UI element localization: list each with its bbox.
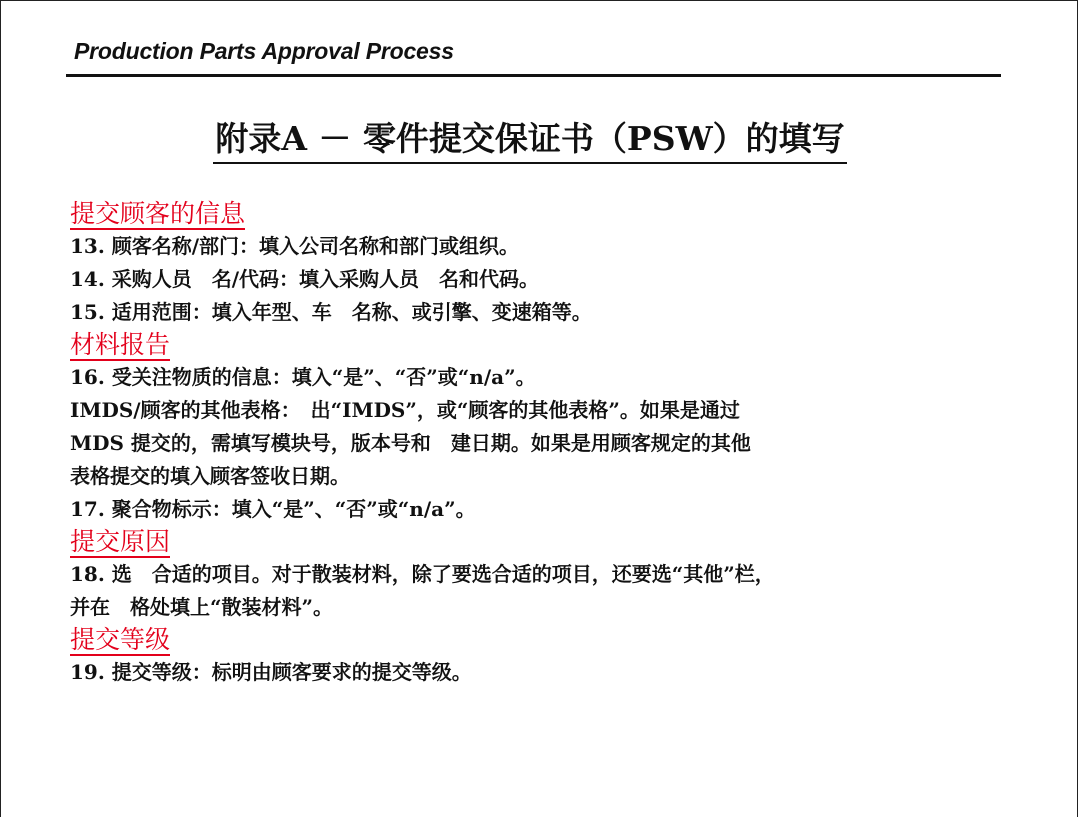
section-heading-customer-info: 提交顾客的信息	[70, 199, 246, 228]
item-19-submission-level: 19. 提交等级：标明由顾客要求的提交等级。	[70, 660, 472, 684]
section-heading-submission-reason: 提交原因	[70, 527, 171, 556]
item-16-substances-of-concern: 16. 受关注物质的信息：填入“是”、“否”或“n/a”。	[70, 365, 536, 389]
section-heading-submission-level: 提交等级	[70, 625, 171, 654]
content-body	[70, 198, 1030, 689]
header-divider	[66, 74, 1001, 77]
section-heading-material-report: 材料报告	[70, 330, 171, 359]
item-18-reason-line-1: 18. 选 合适的项目。对于散装材料，除了要选合适的项目，还要选“其他”栏，	[70, 562, 775, 586]
item-18-reason-line-2: 并在 格处填上“散装材料”。	[70, 595, 334, 619]
item-17-polymer-marking: 17. 聚合物标示：填入“是”、“否”或“n/a”。	[70, 497, 476, 521]
item-15-application: 15. 适用范围：填入年型、车 名称、或引擎、变速箱等。	[70, 300, 592, 324]
header-title: Production Parts Approval Process	[74, 38, 454, 64]
imds-line-1: IMDS/顾客的其他表格： 出“IMDS”，或“顾客的其他表格”。如果是通过	[70, 398, 740, 422]
imds-line-3: 表格提交的填入顾客签收日期。	[70, 464, 350, 488]
page-title	[0, 116, 1060, 164]
page-title-text: 附录A － 零件提交保证书（PSW）的填写	[213, 116, 846, 164]
item-14-buyer-code: 14. 采购人员 名/代码：填入采购人员 名和代码。	[70, 267, 540, 291]
item-13-customer-name: 13. 顾客名称/部门：填入公司名称和部门或组织。	[70, 234, 520, 258]
imds-line-2: MDS 提交的，需填写模块号，版本号和 建日期。如果是用顾客规定的其他	[70, 431, 751, 455]
